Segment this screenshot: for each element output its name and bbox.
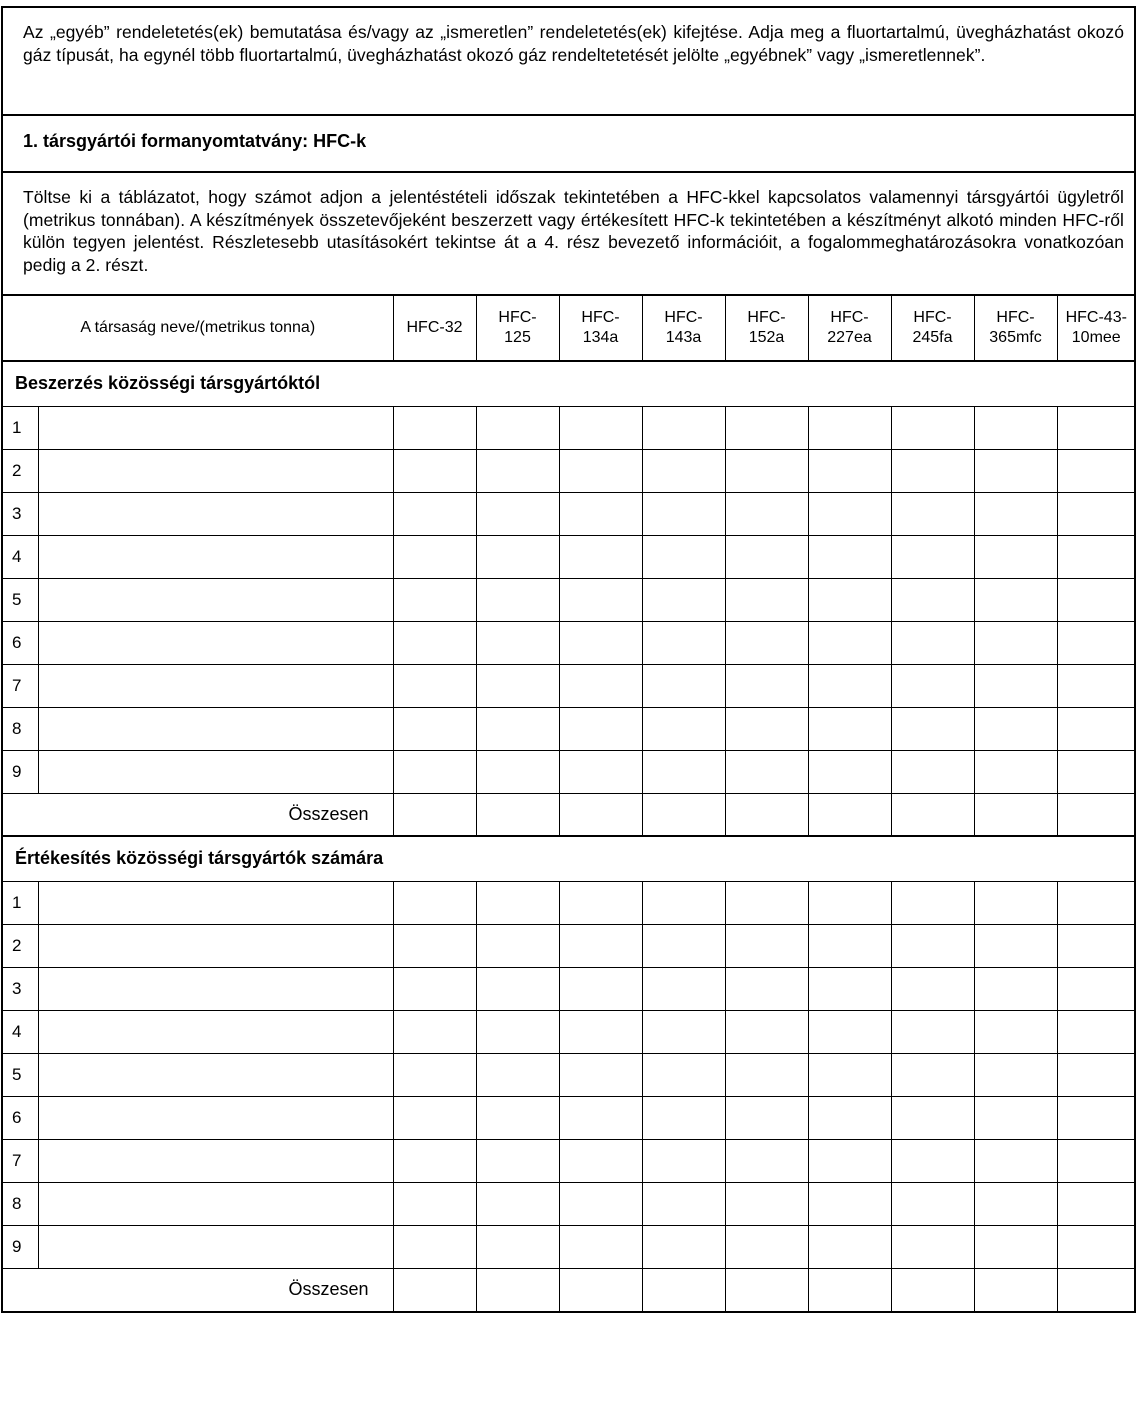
table-row: [3, 967, 1135, 1010]
column-header-line2: 10mee: [1071, 329, 1121, 346]
value-cell[interactable]: [476, 881, 559, 924]
value-cell[interactable]: [476, 1139, 559, 1182]
total-value-cell[interactable]: [974, 793, 1057, 836]
company-name-cell[interactable]: [38, 492, 393, 535]
value-cell[interactable]: [559, 406, 642, 449]
total-value-cell[interactable]: [725, 1268, 808, 1311]
value-cell[interactable]: [808, 1139, 891, 1182]
value-cell[interactable]: [725, 707, 808, 750]
total-value-cell[interactable]: [891, 793, 974, 836]
row-number: 7: [3, 664, 38, 707]
value-cell[interactable]: [808, 449, 891, 492]
table-row: [3, 924, 1135, 967]
value-cell[interactable]: [393, 750, 476, 793]
value-cell[interactable]: [808, 924, 891, 967]
value-cell[interactable]: [891, 1182, 974, 1225]
value-cell[interactable]: [642, 1139, 725, 1182]
value-cell[interactable]: [1057, 750, 1135, 793]
value-cell[interactable]: [642, 406, 725, 449]
column-header: [559, 296, 642, 361]
row-number: 8: [3, 707, 38, 750]
row-number: 3: [3, 492, 38, 535]
value-cell[interactable]: [808, 1182, 891, 1225]
value-cell[interactable]: [642, 750, 725, 793]
instructions-text: Töltse ki a táblázatot, hogy számot adjon a jelentéstételi időszak tekintetében a HFC-kkel kapcsolatos valamennyi társgyártói ügyletről (metrikus tonnában). A készítmények összetevőjeként beszerzett vagy értékesített HFC-k tekintetében a készítményt alkotó minden HFC-ről külön tegyen jelentést. Részletesebb utasításokért tekintse át a 4. rész bevezető információit, a fogalommeghatározásokra vonatkozóan pedig a 2. részt.: [23, 187, 1124, 275]
column-header: [725, 296, 808, 361]
table-row: [3, 492, 1135, 535]
value-cell[interactable]: [808, 1010, 891, 1053]
column-header: [808, 296, 891, 361]
value-cell[interactable]: [808, 750, 891, 793]
value-cell[interactable]: [559, 1096, 642, 1139]
section-title: Beszerzés közösségi társgyártóktól: [3, 361, 1135, 406]
total-value-cell[interactable]: [642, 1268, 725, 1311]
value-cell[interactable]: [393, 1182, 476, 1225]
table-row: [3, 1225, 1135, 1268]
value-cell[interactable]: [642, 1096, 725, 1139]
value-cell[interactable]: [891, 707, 974, 750]
value-cell[interactable]: [725, 750, 808, 793]
value-cell[interactable]: [642, 924, 725, 967]
column-header-line1: HFC-: [747, 309, 786, 326]
value-cell[interactable]: [393, 1053, 476, 1096]
value-cell[interactable]: [1057, 1010, 1135, 1053]
column-header-line2: 245fa: [912, 329, 953, 346]
company-name-cell[interactable]: [38, 707, 393, 750]
value-cell[interactable]: [642, 535, 725, 578]
value-cell[interactable]: [559, 924, 642, 967]
table-row: [3, 406, 1135, 449]
value-cell[interactable]: [808, 967, 891, 1010]
value-cell[interactable]: [974, 1096, 1057, 1139]
value-cell[interactable]: [642, 664, 725, 707]
value-cell[interactable]: [393, 492, 476, 535]
row-number: 1: [3, 881, 38, 924]
value-cell[interactable]: [559, 449, 642, 492]
total-value-cell[interactable]: [891, 1268, 974, 1311]
value-cell[interactable]: [559, 881, 642, 924]
value-cell[interactable]: [725, 967, 808, 1010]
value-cell[interactable]: [393, 664, 476, 707]
row-number: 4: [3, 1010, 38, 1053]
company-name-cell[interactable]: [38, 1053, 393, 1096]
value-cell[interactable]: [808, 707, 891, 750]
total-value-cell[interactable]: [559, 1268, 642, 1311]
total-row: [3, 1268, 1135, 1311]
column-header-line1: HFC-: [581, 309, 620, 326]
value-cell[interactable]: [1057, 664, 1135, 707]
company-name-cell[interactable]: [38, 1139, 393, 1182]
value-cell[interactable]: [642, 578, 725, 621]
table-row: [3, 664, 1135, 707]
row-number: 8: [3, 1182, 38, 1225]
value-cell[interactable]: [974, 1182, 1057, 1225]
value-cell[interactable]: [1057, 1053, 1135, 1096]
company-name-cell[interactable]: [38, 924, 393, 967]
value-cell[interactable]: [1057, 1182, 1135, 1225]
value-cell[interactable]: [1057, 1139, 1135, 1182]
total-value-cell[interactable]: [974, 1268, 1057, 1311]
row-number: 5: [3, 1053, 38, 1096]
row-number: 2: [3, 449, 38, 492]
value-cell[interactable]: [476, 621, 559, 664]
value-cell[interactable]: [808, 535, 891, 578]
total-label: Összesen: [3, 1268, 393, 1311]
column-header-line1: HFC-: [830, 309, 869, 326]
table-row: [3, 535, 1135, 578]
value-cell[interactable]: [725, 535, 808, 578]
value-cell[interactable]: [393, 707, 476, 750]
value-cell[interactable]: [476, 535, 559, 578]
total-value-cell[interactable]: [1057, 793, 1135, 836]
column-header: [1057, 296, 1135, 361]
value-cell[interactable]: [1057, 1096, 1135, 1139]
value-cell[interactable]: [476, 1096, 559, 1139]
value-cell[interactable]: [891, 664, 974, 707]
column-header: [393, 296, 476, 361]
value-cell[interactable]: [476, 492, 559, 535]
column-header-line1: HFC-: [498, 309, 537, 326]
value-cell[interactable]: [808, 492, 891, 535]
value-cell[interactable]: [891, 621, 974, 664]
value-cell[interactable]: [974, 449, 1057, 492]
company-name-cell[interactable]: [38, 1182, 393, 1225]
total-value-cell[interactable]: [725, 793, 808, 836]
table-row: [3, 1010, 1135, 1053]
value-cell[interactable]: [808, 1225, 891, 1268]
value-cell[interactable]: [1057, 535, 1135, 578]
company-name-cell[interactable]: [38, 750, 393, 793]
company-name-cell[interactable]: [38, 621, 393, 664]
company-name-cell[interactable]: [38, 406, 393, 449]
hfc-co-producer-form: [1, 6, 1136, 1313]
value-cell[interactable]: [974, 535, 1057, 578]
section-title: Értékesítés közösségi társgyártók számára: [3, 836, 1135, 881]
column-header-line2: 227ea: [827, 329, 872, 346]
value-cell[interactable]: [476, 406, 559, 449]
column-header-line2: 365mfc: [989, 329, 1042, 346]
table-row: [3, 1139, 1135, 1182]
value-cell[interactable]: [642, 1225, 725, 1268]
row-number: 4: [3, 535, 38, 578]
value-cell[interactable]: [891, 881, 974, 924]
value-cell[interactable]: [642, 449, 725, 492]
value-cell[interactable]: [559, 1053, 642, 1096]
company-name-cell[interactable]: [38, 1225, 393, 1268]
intro-box: [3, 8, 1134, 116]
hfc-table: [3, 296, 1135, 1311]
value-cell[interactable]: [393, 881, 476, 924]
value-cell[interactable]: [725, 664, 808, 707]
value-cell[interactable]: [891, 449, 974, 492]
value-cell[interactable]: [393, 967, 476, 1010]
value-cell[interactable]: [559, 707, 642, 750]
column-header-line1: HFC-: [996, 309, 1035, 326]
form-title: 1. társgyártói formanyomtatvány: HFC-k: [23, 131, 367, 151]
value-cell[interactable]: [642, 492, 725, 535]
value-cell[interactable]: [559, 492, 642, 535]
value-cell[interactable]: [725, 1010, 808, 1053]
value-cell[interactable]: [559, 578, 642, 621]
value-cell[interactable]: [891, 1096, 974, 1139]
value-cell[interactable]: [891, 406, 974, 449]
value-cell[interactable]: [642, 1182, 725, 1225]
company-name-cell[interactable]: [38, 535, 393, 578]
total-value-cell[interactable]: [559, 793, 642, 836]
value-cell[interactable]: [393, 535, 476, 578]
table-row: [3, 449, 1135, 492]
total-value-cell[interactable]: [476, 1268, 559, 1311]
value-cell[interactable]: [725, 492, 808, 535]
value-cell[interactable]: [476, 1010, 559, 1053]
total-value-cell[interactable]: [808, 793, 891, 836]
value-cell[interactable]: [808, 664, 891, 707]
company-name-header: A társaság neve/(metrikus tonna): [3, 296, 393, 361]
company-name-cell[interactable]: [38, 664, 393, 707]
value-cell[interactable]: [974, 707, 1057, 750]
value-cell[interactable]: [725, 578, 808, 621]
value-cell[interactable]: [974, 1010, 1057, 1053]
column-header: [476, 296, 559, 361]
value-cell[interactable]: [891, 924, 974, 967]
column-header: [642, 296, 725, 361]
value-cell[interactable]: [642, 1053, 725, 1096]
value-cell[interactable]: [1057, 881, 1135, 924]
value-cell[interactable]: [725, 1096, 808, 1139]
value-cell[interactable]: [974, 406, 1057, 449]
value-cell[interactable]: [559, 1010, 642, 1053]
value-cell[interactable]: [725, 621, 808, 664]
total-value-cell[interactable]: [393, 793, 476, 836]
section-header-row: [3, 361, 1135, 406]
value-cell[interactable]: [393, 924, 476, 967]
table-row: [3, 1182, 1135, 1225]
value-cell[interactable]: [559, 1139, 642, 1182]
value-cell[interactable]: [1057, 967, 1135, 1010]
value-cell[interactable]: [393, 1010, 476, 1053]
value-cell[interactable]: [642, 621, 725, 664]
row-number: 1: [3, 406, 38, 449]
value-cell[interactable]: [974, 924, 1057, 967]
column-header-line2: 134a: [582, 329, 619, 346]
value-cell[interactable]: [725, 881, 808, 924]
value-cell[interactable]: [1057, 924, 1135, 967]
value-cell[interactable]: [476, 664, 559, 707]
column-header-line1: HFC-: [913, 309, 952, 326]
column-header-line1: HFC-: [664, 309, 703, 326]
instructions-box: [3, 173, 1134, 296]
company-name-cell[interactable]: [38, 578, 393, 621]
value-cell[interactable]: [1057, 1225, 1135, 1268]
value-cell[interactable]: [642, 707, 725, 750]
value-cell[interactable]: [559, 1182, 642, 1225]
column-header: [974, 296, 1057, 361]
value-cell[interactable]: [476, 1225, 559, 1268]
table-row: [3, 621, 1135, 664]
value-cell[interactable]: [559, 664, 642, 707]
table-row: [3, 578, 1135, 621]
value-cell[interactable]: [1057, 578, 1135, 621]
value-cell[interactable]: [1057, 406, 1135, 449]
value-cell[interactable]: [808, 1053, 891, 1096]
row-number: 2: [3, 924, 38, 967]
value-cell[interactable]: [891, 1225, 974, 1268]
value-cell[interactable]: [725, 924, 808, 967]
value-cell[interactable]: [974, 578, 1057, 621]
value-cell[interactable]: [891, 750, 974, 793]
value-cell[interactable]: [476, 449, 559, 492]
value-cell[interactable]: [476, 1182, 559, 1225]
value-cell[interactable]: [725, 406, 808, 449]
company-name-cell[interactable]: [38, 449, 393, 492]
value-cell[interactable]: [891, 1010, 974, 1053]
table-header-row: [3, 296, 1135, 361]
value-cell[interactable]: [974, 967, 1057, 1010]
value-cell[interactable]: [393, 1096, 476, 1139]
value-cell[interactable]: [1057, 449, 1135, 492]
value-cell[interactable]: [393, 406, 476, 449]
value-cell[interactable]: [974, 1225, 1057, 1268]
value-cell[interactable]: [891, 492, 974, 535]
value-cell[interactable]: [476, 1053, 559, 1096]
total-label: Összesen: [3, 793, 393, 836]
table-row: [3, 1096, 1135, 1139]
value-cell[interactable]: [725, 1182, 808, 1225]
value-cell[interactable]: [725, 1053, 808, 1096]
value-cell[interactable]: [642, 1010, 725, 1053]
company-name-cell[interactable]: [38, 967, 393, 1010]
value-cell[interactable]: [476, 750, 559, 793]
value-cell[interactable]: [559, 535, 642, 578]
value-cell[interactable]: [974, 664, 1057, 707]
row-number: 9: [3, 1225, 38, 1268]
value-cell[interactable]: [393, 578, 476, 621]
value-cell[interactable]: [393, 1139, 476, 1182]
value-cell[interactable]: [808, 578, 891, 621]
row-number: 6: [3, 1096, 38, 1139]
value-cell[interactable]: [974, 881, 1057, 924]
company-name-cell[interactable]: [38, 1010, 393, 1053]
company-name-cell[interactable]: [38, 1096, 393, 1139]
value-cell[interactable]: [808, 621, 891, 664]
table-row: [3, 881, 1135, 924]
company-name-cell[interactable]: [38, 881, 393, 924]
value-cell[interactable]: [1057, 492, 1135, 535]
value-cell[interactable]: [974, 1053, 1057, 1096]
column-header-line2: 152a: [748, 329, 785, 346]
column-header: [891, 296, 974, 361]
value-cell[interactable]: [1057, 707, 1135, 750]
value-cell[interactable]: [1057, 621, 1135, 664]
total-value-cell[interactable]: [393, 1268, 476, 1311]
table-row: [3, 1053, 1135, 1096]
total-value-cell[interactable]: [1057, 1268, 1135, 1311]
value-cell[interactable]: [559, 750, 642, 793]
value-cell[interactable]: [476, 578, 559, 621]
row-number: 3: [3, 967, 38, 1010]
total-value-cell[interactable]: [476, 793, 559, 836]
value-cell[interactable]: [559, 967, 642, 1010]
section-header-row: [3, 836, 1135, 881]
value-cell[interactable]: [808, 406, 891, 449]
row-number: 9: [3, 750, 38, 793]
value-cell[interactable]: [808, 881, 891, 924]
value-cell[interactable]: [974, 492, 1057, 535]
intro-text: Az „egyéb” rendeletetés(ek) bemutatása és/vagy az „ismeretlen” rendeletetés(ek) kifejtése. Adja meg a fluortartalmú, üvegházhatást okozó gáz típusát, ha egynél több fluortartalmú, üvegházhatást okozó gáz rendeltetetését jelölte „egyébnek” vagy „ismeretlennek”.: [23, 22, 1124, 65]
value-cell[interactable]: [974, 1139, 1057, 1182]
table-row: [3, 707, 1135, 750]
column-header-line2: 143a: [665, 329, 702, 346]
column-header-line2: 125: [504, 329, 531, 346]
table-row: [3, 750, 1135, 793]
value-cell[interactable]: [725, 1225, 808, 1268]
row-number: 5: [3, 578, 38, 621]
row-number: 7: [3, 1139, 38, 1182]
value-cell[interactable]: [891, 967, 974, 1010]
value-cell[interactable]: [891, 578, 974, 621]
column-header-line1: HFC-32: [406, 319, 463, 336]
value-cell[interactable]: [891, 535, 974, 578]
value-cell[interactable]: [476, 967, 559, 1010]
row-number: 6: [3, 621, 38, 664]
value-cell[interactable]: [808, 1096, 891, 1139]
total-row: [3, 793, 1135, 836]
value-cell[interactable]: [393, 621, 476, 664]
value-cell[interactable]: [642, 967, 725, 1010]
value-cell[interactable]: [476, 707, 559, 750]
value-cell[interactable]: [559, 1225, 642, 1268]
value-cell[interactable]: [476, 924, 559, 967]
value-cell[interactable]: [642, 881, 725, 924]
value-cell[interactable]: [725, 1139, 808, 1182]
value-cell[interactable]: [891, 1139, 974, 1182]
column-header-line1: HFC-43-: [1065, 309, 1127, 326]
total-value-cell[interactable]: [808, 1268, 891, 1311]
value-cell[interactable]: [974, 621, 1057, 664]
value-cell[interactable]: [393, 1225, 476, 1268]
value-cell[interactable]: [974, 750, 1057, 793]
form-title-box: [3, 116, 1134, 173]
value-cell[interactable]: [559, 621, 642, 664]
value-cell[interactable]: [393, 449, 476, 492]
value-cell[interactable]: [891, 1053, 974, 1096]
value-cell[interactable]: [725, 449, 808, 492]
total-value-cell[interactable]: [642, 793, 725, 836]
